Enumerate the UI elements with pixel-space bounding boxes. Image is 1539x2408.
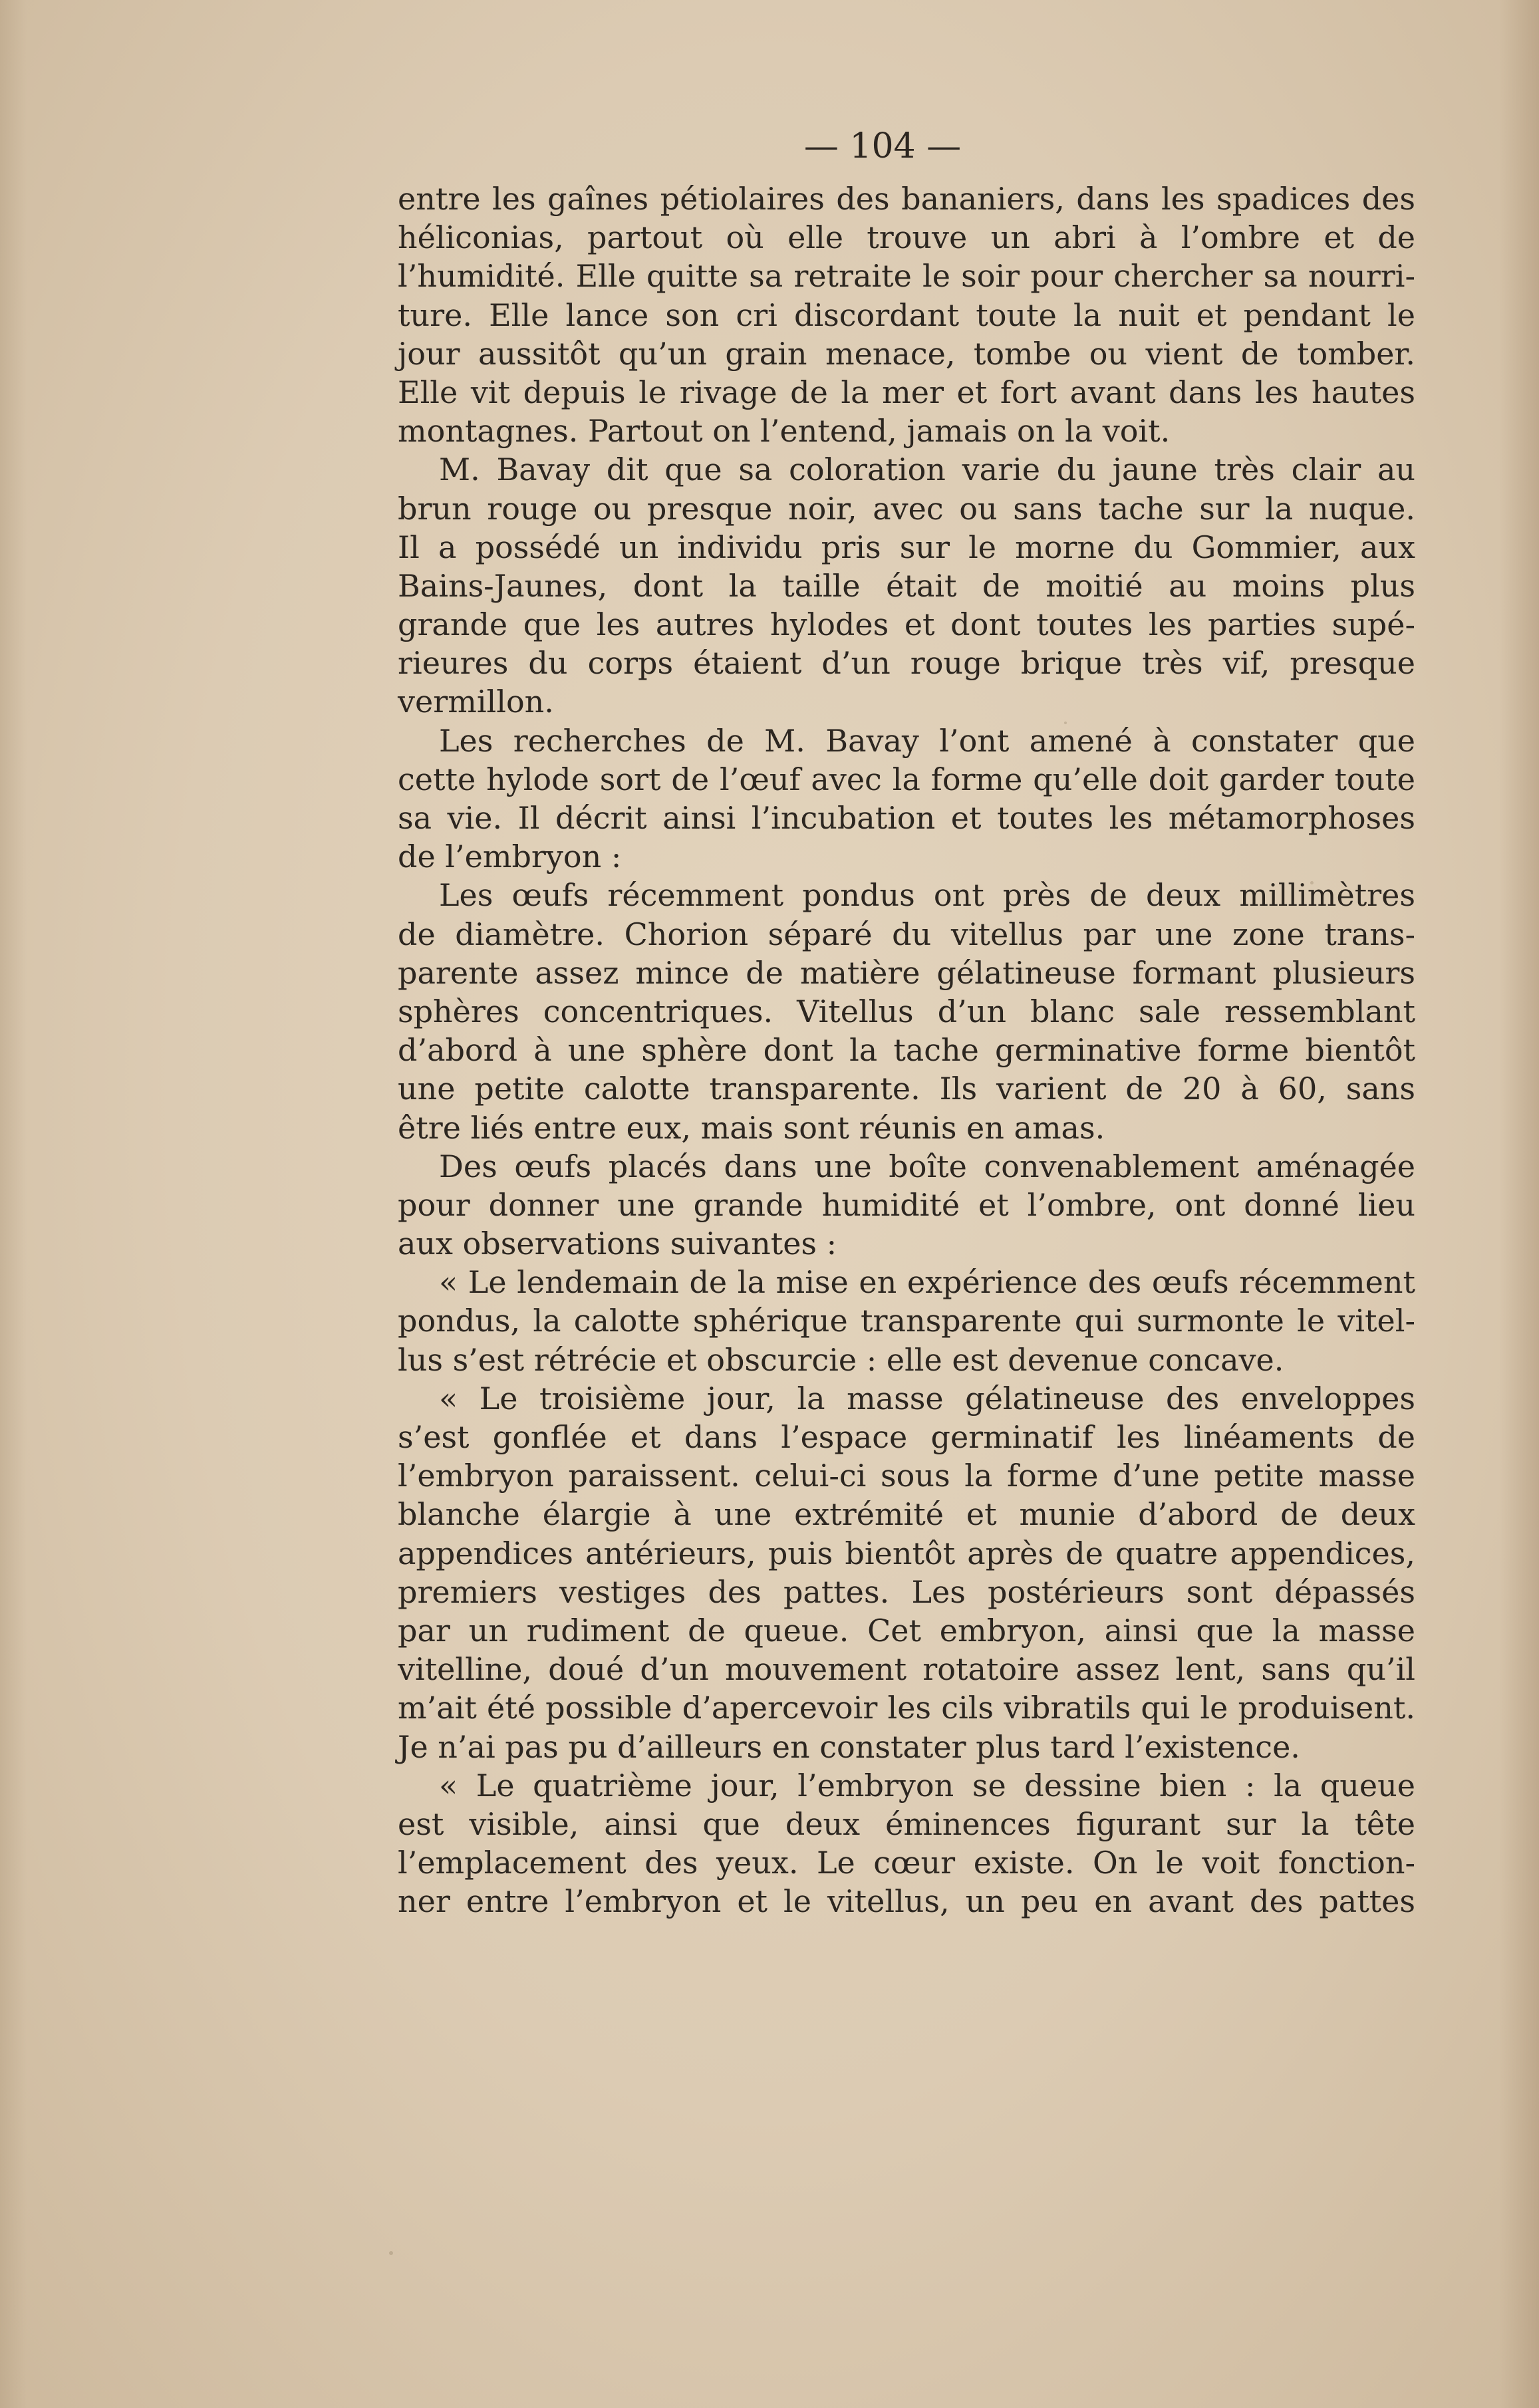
text-line: sa vie. Il décrit ainsi l’incubation et toutes les métamorphoses [398,800,1415,836]
text-line: vermillon. [398,684,554,720]
text-line: entre les gaînes pétiolaires des bananiers, dans les spadices des [398,181,1415,217]
text-line: Les recherches de M. Bavay l’ont amené à constater que [439,722,1415,759]
text-line: pour donner une grande humidité et l’ombre, ont donné lieu [398,1186,1415,1223]
text-line: d’abord à une sphère dont la tache germinative forme bientôt [398,1032,1415,1069]
paper-foxing-spot [389,2251,393,2255]
text-line: « Le quatrième jour, l’embryon se dessine bien : la queue [439,1767,1415,1804]
text-line: s’est gonflée et dans l’espace germinatif les linéaments de [398,1419,1415,1455]
text-line: l’emplacement des yeux. Le cœur existe. On le voit fonction- [398,1845,1415,1881]
text-line: l’humidité. Elle quitte sa retraite le soir pour chercher sa nourri- [398,258,1415,295]
text-line: Il a possédé un individu pris sur le morne du Gommier, aux [398,529,1415,565]
text-line: Je n’ai pas pu d’ailleurs en constater plus tard l’existence. [398,1728,1300,1765]
text-line: jour aussitôt qu’un grain menace, tombe ou vient de tomber. [398,335,1415,372]
text-line: parente assez mince de matière gélatineuse formant plusieurs [398,954,1415,991]
body-text [398,180,1415,1921]
text-line: M. Bavay dit que sa coloration varie du jaune très clair au [439,452,1415,488]
text-line: de l’embryon : [398,839,622,875]
text-line: Les œufs récemment pondus ont près de deux millimètres [439,877,1415,914]
text-line: cette hylode sort de l’œuf avec la forme qu’elle doit garder toute [398,761,1415,797]
text-line: premiers vestiges des pattes. Les postérieurs sont dépassés [398,1573,1415,1610]
text-line: de diamètre. Chorion séparé du vitellus par une zone trans- [398,916,1415,952]
text-line: vitelline, doué d’un mouvement rotatoire assez lent, sans qu’il [398,1651,1415,1688]
text-line: rieures du corps étaient d’un rouge brique très vif, presque [398,645,1415,682]
text-line: ture. Elle lance son cri discordant toute la nuit et pendant le [398,297,1415,333]
text-line: l’embryon paraissent. celui-ci sous la forme d’une petite masse [398,1458,1415,1494]
text-line: une petite calotte transparente. Ils varient de 20 à 60, sans [398,1071,1415,1107]
text-line: pondus, la calotte sphérique transparente qui surmonte le vitel- [398,1303,1415,1339]
text-line: sphères concentriques. Vitellus d’un blanc sale ressemblant [398,993,1415,1029]
text-line: appendices antérieurs, puis bientôt après de quatre appendices, [398,1535,1415,1571]
text-line: lus s’est rétrécie et obscurcie : elle est devenue concave. [398,1341,1284,1378]
text-line: par un rudiment de queue. Cet embryon, ainsi que la masse [398,1612,1415,1649]
text-line: héliconias, partout où elle trouve un abri à l’ombre et de [398,219,1415,256]
text-line: grande que les autres hylodes et dont toutes les parties supé- [398,606,1415,643]
text-line: Elle vit depuis le rivage de la mer et fort avant dans les hautes [398,374,1415,410]
text-line: montagnes. Partout on l’entend, jamais on la voit. [398,413,1171,450]
text-line: être liés entre eux, mais sont réunis en amas. [398,1109,1105,1146]
page-right-edge-shadow [1499,0,1539,2408]
text-line: m’ait été possible d’apercevoir les cils vibratils qui le produisent. [398,1690,1415,1726]
text-line: Bains-Jaunes, dont la taille était de moitié au moins plus [398,567,1415,604]
text-line: Des œufs placés dans une boîte convenablement aménagée [439,1148,1415,1184]
text-line: ner entre l’embryon et le vitellus, un peu en avant des pattes [398,1883,1415,1920]
text-line: est visible, ainsi que deux éminences figurant sur la tête [398,1806,1415,1842]
text-line: « Le lendemain de la mise en expérience des œufs récemment [439,1264,1415,1301]
text-line: « Le troisième jour, la masse gélatineuse des enveloppes [439,1380,1415,1416]
text-line: brun rouge ou presque noir, avec ou sans tache sur la nuque. [398,490,1415,527]
page-left-edge-shadow [0,0,27,2408]
page-number: — 104 — [803,126,962,166]
text-line: aux observations suivantes : [398,1226,837,1262]
text-line: blanche élargie à une extrémité et munie d’abord de deux [398,1496,1415,1533]
